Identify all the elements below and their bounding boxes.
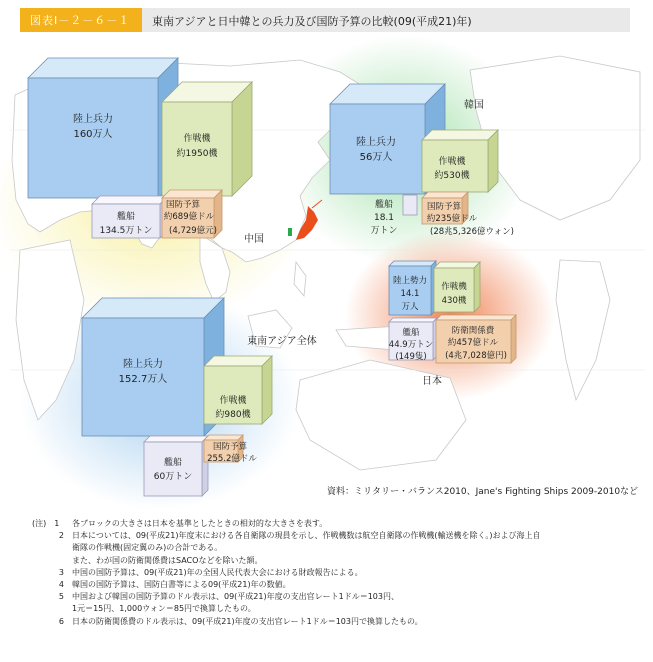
note-text: また、わが国の防衛関係費はSACOなどを除いた額。: [72, 555, 263, 565]
sea-region-name: 東南アジア全体: [247, 336, 317, 347]
note-row: [32, 591, 632, 603]
korea-navy-value-1: 18.1: [373, 213, 395, 223]
note-text: 各ブロックの大きさは日本を基準としたときの相対的な大きさを表す。: [72, 519, 328, 528]
china-ground-label: 陸上兵力: [73, 114, 113, 125]
korea-region-name: 韓国: [464, 100, 484, 111]
figure-title: 東南アジアと日中韓との兵力及び国防予算の比較(09(平成21)年): [152, 15, 472, 28]
note-text: 衛隊の作戦機(固定翼のみ)の合計である。: [72, 543, 223, 553]
china-air-label: 作戦機: [183, 134, 211, 144]
figure-number: 図表Ⅰ－２－６－１: [30, 14, 131, 27]
korea-navy-block: [403, 195, 417, 215]
japan-navy-value-1: 44.9万トン: [388, 340, 434, 350]
china-ground-block: [28, 58, 178, 198]
japan-navy-label: 艦船: [402, 328, 420, 338]
korea-air-value: 約530機: [434, 171, 470, 181]
japan-budget-value-2: (4兆7,028億円): [445, 351, 507, 361]
china-air-value: 約1950機: [176, 149, 218, 159]
korea-budget-label: 国防予算: [426, 202, 462, 212]
note-row: [32, 567, 632, 579]
note-row: [32, 555, 632, 567]
note-row: [32, 616, 632, 628]
note-number: (注) 1: [32, 519, 60, 528]
china-navy-label: 艦船: [116, 212, 136, 222]
note-text: 1元＝15円、1,000ウォン＝85円で換算したもの。: [72, 604, 256, 614]
note-number: 2: [58, 531, 64, 541]
sea-ground-label: 陸上兵力: [123, 359, 163, 370]
source-note: 資料：ミリタリー・バランス2010、Jane's Fighting Ships 2009-2010など: [327, 487, 639, 497]
china-budget-label: 国防予算: [165, 200, 201, 210]
korea-air-label: 作戦機: [438, 157, 466, 167]
note-text: 中国および韓国の国防予算のドル表示は、09(平成21)年度の支出官レート1ドル＝103円、: [72, 592, 399, 602]
japan-budget-value-1: 約457億ドル: [447, 338, 499, 348]
korea-budget-value-1: 約235億ドル: [426, 214, 478, 224]
sea-budget-label: 国防予算: [212, 442, 248, 452]
note-number: 5: [58, 592, 64, 602]
sea-navy-value: 60万トン: [153, 472, 193, 482]
note-text: 日本については、09(平成21)年度末における各自衛隊の現員を示し、作戦機数は航空自衛隊の作戦機(輸送機を除く。)および海上自: [72, 531, 541, 541]
china-navy-value: 134.5万トン: [99, 226, 153, 236]
japan-air-value: 430機: [441, 296, 467, 306]
japan-ground-label: 陸上勢力: [392, 276, 428, 286]
note-row: [32, 579, 632, 591]
south-america: [556, 260, 610, 400]
note-text: 韓国の国防予算は、国防白書等による09(平成21)年の数値。: [72, 580, 291, 590]
note-row: [32, 542, 632, 554]
japan-budget-label: 防衛関係費: [451, 326, 495, 336]
note-row: [32, 530, 632, 542]
korea-budget-value-2: (28兆5,326億ウォン): [430, 227, 514, 237]
note-number: 6: [58, 616, 64, 626]
korea-ground-value: 56万人: [359, 152, 393, 163]
philippines: [294, 262, 306, 296]
sea-air-value: 約980機: [215, 410, 251, 420]
notes-block: [32, 518, 632, 628]
japan-navy-value-2: (149隻): [395, 352, 427, 362]
korea-navy-value-2: 万トン: [370, 226, 398, 236]
japan-ground-value-2: 万人: [401, 302, 419, 312]
note-row: [32, 518, 632, 530]
note-number: 3: [58, 567, 64, 577]
korea-peninsula: [288, 228, 292, 236]
sea-navy-label: 艦船: [163, 458, 183, 468]
japan-region-name: 日本: [422, 376, 442, 387]
japan-air-label: 作戦機: [441, 282, 467, 292]
note-row: [32, 603, 632, 615]
note-number: 4: [58, 580, 64, 590]
korea-navy-label: 艦船: [374, 200, 394, 210]
note-number: [32, 603, 72, 615]
sea-air-label: 作戦機: [219, 396, 247, 406]
china-ground-value: 160万人: [73, 129, 113, 140]
note-text: 中国の国防予算は、09(平成21)年の全国人民代表大会における財政報告による。: [72, 567, 363, 577]
korea-ground-label: 陸上兵力: [356, 137, 396, 148]
japan-ground-value-1: 14.1: [400, 289, 420, 299]
china-region-name: 中国: [244, 234, 264, 245]
note-text: 日本の防衛関係費のドル表示は、09(平成21)年度の支出官レート1ドル＝103円で換算したもの。: [72, 616, 423, 626]
sea-ground-value: 152.7万人: [118, 374, 168, 385]
china-budget-value-2: (4,729億元): [169, 226, 217, 236]
note-number: [32, 555, 72, 567]
sea-budget-value: 255.2億ドル: [207, 454, 257, 464]
china-budget-value-1: 約689億ドル: [163, 212, 215, 222]
note-number: [32, 542, 72, 554]
